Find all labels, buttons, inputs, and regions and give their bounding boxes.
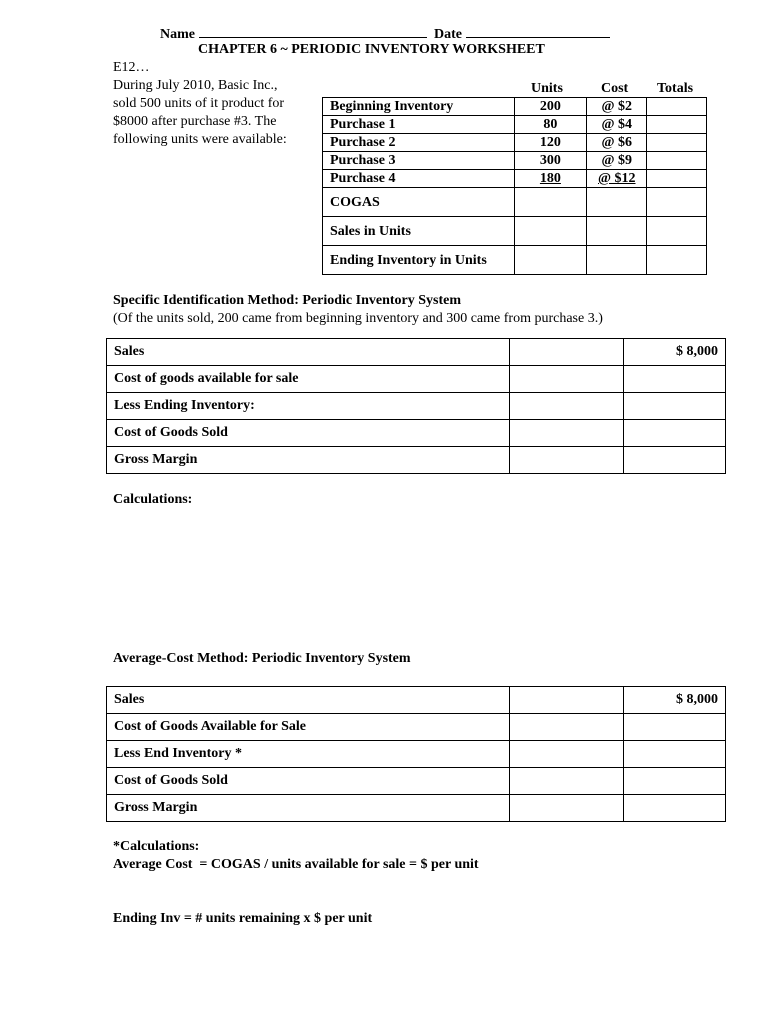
totals-cell[interactable] xyxy=(647,170,707,188)
table-row xyxy=(107,420,726,447)
table-row xyxy=(107,339,726,366)
problem-id: E12… xyxy=(113,60,150,75)
table-row xyxy=(107,741,726,768)
totals-cell[interactable] xyxy=(647,246,707,275)
row-label: Sales in Units xyxy=(323,217,515,246)
totals-cell[interactable] xyxy=(647,217,707,246)
amount-cell[interactable] xyxy=(624,420,726,447)
row-label: Sales xyxy=(107,687,510,714)
cost-cell: @ $2 xyxy=(587,98,647,116)
table-row xyxy=(107,714,726,741)
table-row xyxy=(323,188,707,217)
problem-line: sold 500 units of it product for xyxy=(113,96,285,111)
units-cell: 120 xyxy=(514,134,587,152)
units-cell: 180 xyxy=(539,171,561,186)
amount-cell[interactable] xyxy=(624,447,726,474)
problem-line: $8000 after purchase #3. The xyxy=(113,114,277,129)
row-label: Less End Inventory * xyxy=(107,741,510,768)
work-cell[interactable] xyxy=(510,714,624,741)
totals-cell[interactable] xyxy=(647,98,707,116)
name-field[interactable] xyxy=(199,25,427,38)
table-row xyxy=(107,447,726,474)
cost-cell[interactable] xyxy=(587,188,647,217)
units-cell: 200 xyxy=(514,98,587,116)
cost-cell[interactable] xyxy=(587,217,647,246)
name-label: Name xyxy=(160,27,195,42)
cost-cell: @ $12 xyxy=(597,171,636,186)
specific-heading: Specific Identification Method: Periodic Inventory System xyxy=(113,293,462,308)
average-cost-formula: Average Cost = COGAS / units available for sale = $ per unit xyxy=(113,857,479,872)
row-label: Cost of Goods Available for Sale xyxy=(107,714,510,741)
average-heading: Average-Cost Method: Periodic Inventory System xyxy=(113,651,411,666)
row-label: Beginning Inventory xyxy=(323,98,515,116)
row-label: Sales xyxy=(107,339,510,366)
name-date-line xyxy=(160,25,610,43)
amount-cell[interactable] xyxy=(624,741,726,768)
table-row xyxy=(323,170,707,188)
work-cell[interactable] xyxy=(510,768,624,795)
totals-cell[interactable] xyxy=(647,116,707,134)
amount-cell[interactable]: $ 8,000 xyxy=(624,687,726,714)
row-label: Gross Margin xyxy=(107,795,510,822)
work-cell[interactable] xyxy=(510,393,624,420)
problem-line: following units were available: xyxy=(113,132,287,147)
date-field[interactable] xyxy=(466,25,610,38)
work-cell[interactable] xyxy=(510,366,624,393)
work-cell[interactable] xyxy=(510,687,624,714)
average-calculations-label: *Calculations: xyxy=(113,839,200,854)
table-row xyxy=(107,393,726,420)
units-cell[interactable] xyxy=(514,246,587,275)
amount-cell[interactable] xyxy=(624,768,726,795)
table-row xyxy=(323,116,707,134)
date-label: Date xyxy=(434,27,462,42)
cost-cell: @ $6 xyxy=(587,134,647,152)
row-label: Purchase 4 xyxy=(323,170,515,188)
cost-header: Cost xyxy=(601,81,629,96)
totals-cell[interactable] xyxy=(647,152,707,170)
units-cell[interactable] xyxy=(514,188,587,217)
cost-cell: @ $9 xyxy=(587,152,647,170)
specific-results-table xyxy=(106,338,726,474)
specific-calculations-label: Calculations: xyxy=(113,492,193,507)
units-header: Units xyxy=(531,81,563,96)
work-cell[interactable] xyxy=(510,741,624,768)
row-label: Cost of goods available for sale xyxy=(107,366,510,393)
amount-cell[interactable] xyxy=(624,795,726,822)
totals-cell[interactable] xyxy=(647,188,707,217)
table-row xyxy=(107,795,726,822)
amount-cell[interactable]: $ 8,000 xyxy=(624,339,726,366)
cost-cell[interactable] xyxy=(587,246,647,275)
cost-cell: @ $4 xyxy=(587,116,647,134)
table-row xyxy=(323,152,707,170)
amount-cell[interactable] xyxy=(624,366,726,393)
row-label: Purchase 2 xyxy=(323,134,515,152)
table-row xyxy=(107,366,726,393)
page-title: CHAPTER 6 ~ PERIODIC INVENTORY WORKSHEET xyxy=(198,42,545,57)
specific-note: (Of the units sold, 200 came from beginning inventory and 300 came from purchase 3.) xyxy=(113,311,603,326)
problem-line: During July 2010, Basic Inc., xyxy=(113,78,278,93)
row-label: Ending Inventory in Units xyxy=(323,246,515,275)
average-results-table xyxy=(106,686,726,822)
inventory-table xyxy=(322,97,707,275)
amount-cell[interactable] xyxy=(624,393,726,420)
table-row xyxy=(107,768,726,795)
totals-header: Totals xyxy=(657,81,694,96)
ending-inventory-formula: Ending Inv = # units remaining x $ per unit xyxy=(113,911,373,926)
units-cell: 80 xyxy=(514,116,587,134)
amount-cell[interactable] xyxy=(624,714,726,741)
row-label: Purchase 1 xyxy=(323,116,515,134)
work-cell[interactable] xyxy=(510,339,624,366)
row-label: Gross Margin xyxy=(107,447,510,474)
row-label: Cost of Goods Sold xyxy=(107,768,510,795)
work-cell[interactable] xyxy=(510,795,624,822)
table-row xyxy=(323,246,707,275)
row-label: Cost of Goods Sold xyxy=(107,420,510,447)
row-label: Purchase 3 xyxy=(323,152,515,170)
work-cell[interactable] xyxy=(510,420,624,447)
table-row xyxy=(107,687,726,714)
table-row xyxy=(323,134,707,152)
units-cell[interactable] xyxy=(514,217,587,246)
units-cell: 300 xyxy=(514,152,587,170)
work-cell[interactable] xyxy=(510,447,624,474)
table-row xyxy=(323,98,707,116)
table-row xyxy=(323,217,707,246)
totals-cell[interactable] xyxy=(647,134,707,152)
row-label: Less Ending Inventory: xyxy=(107,393,510,420)
row-label: COGAS xyxy=(323,188,515,217)
